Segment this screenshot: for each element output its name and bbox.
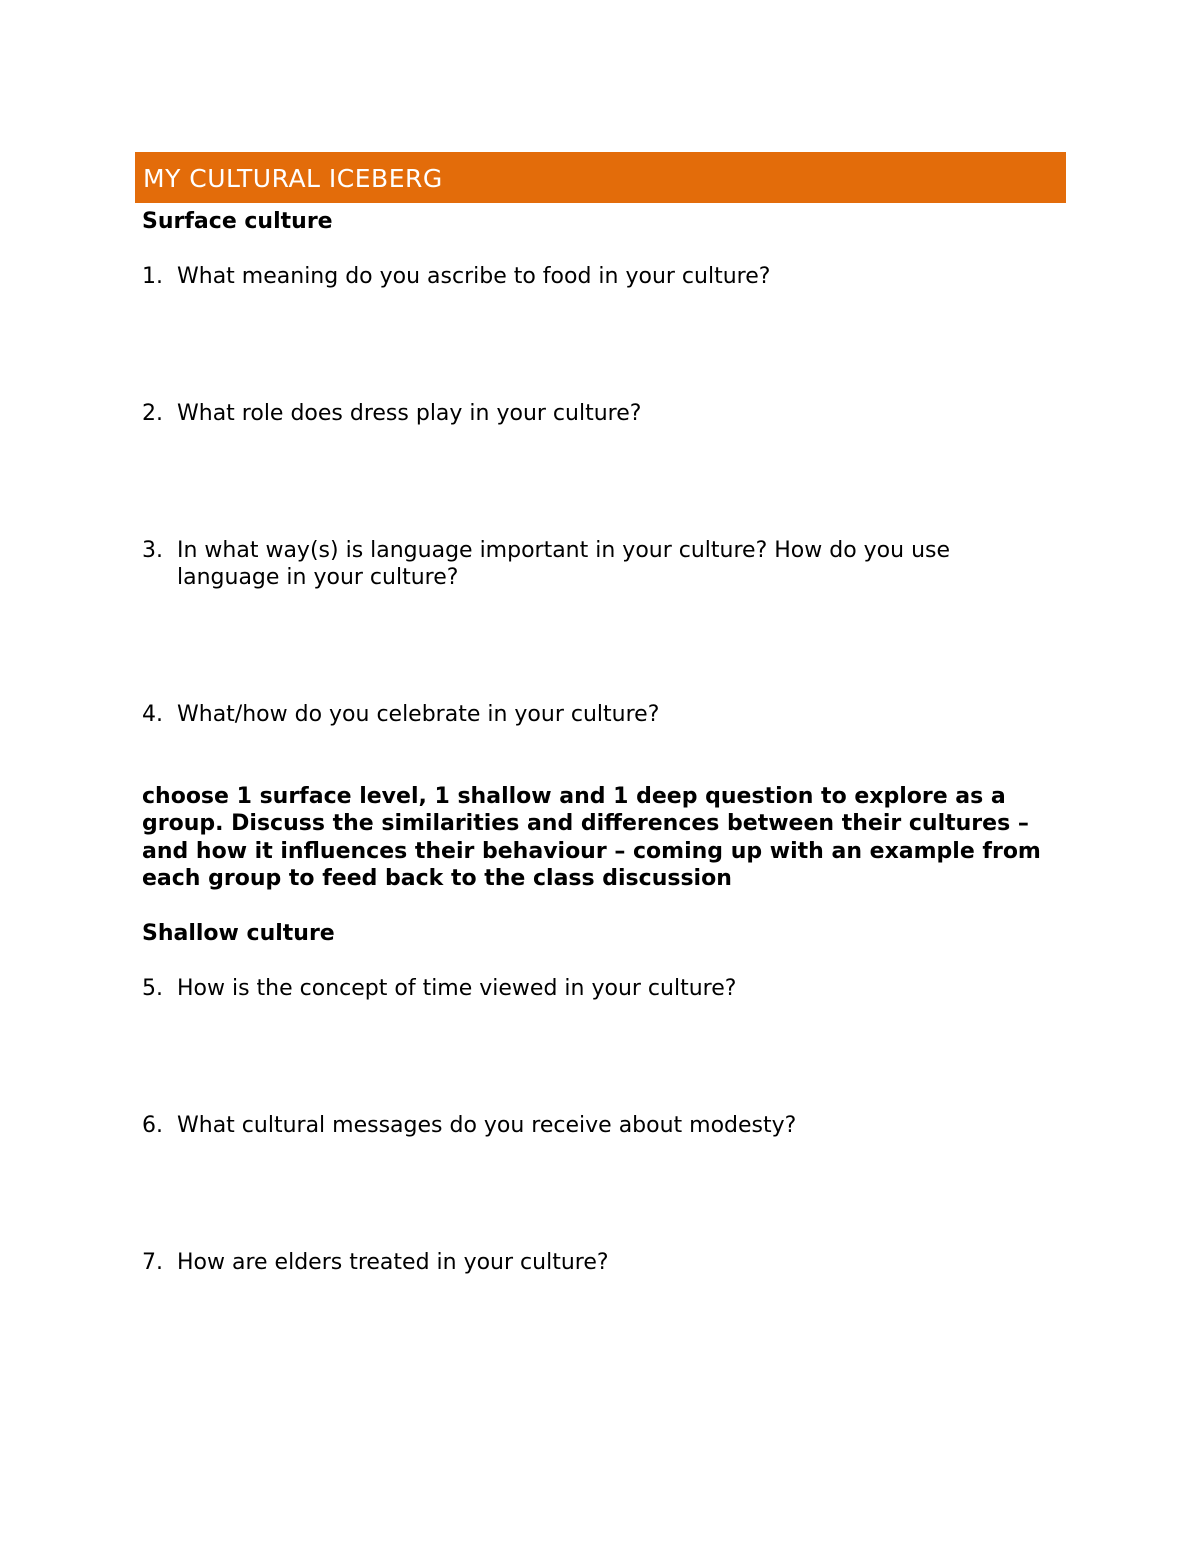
question-text: How is the concept of time viewed in your culture? [177,976,737,1001]
question-number: 6. [142,1113,163,1138]
question-text: What/how do you celebrate in your culture? [177,702,660,727]
question-number: 4. [142,702,163,727]
group-instructions: choose 1 surface level, 1 shallow and 1 deep question to explore as a group. Discuss the similarities and differences between their cultures – and how it influences their behaviour – coming up with an example from each group to feed back to the class discussion [142,784,1041,891]
question-number: 5. [142,976,163,1001]
surface-culture-heading: Surface culture [142,209,333,234]
question-4 [142,701,1042,728]
question-number: 3. [142,538,163,563]
question-text: What cultural messages do you receive about modesty? [177,1113,797,1138]
question-3 [142,537,1022,591]
question-1 [142,263,1042,290]
question-6 [142,1112,1042,1139]
question-number: 1. [142,264,163,289]
question-5 [142,975,1042,1002]
question-number: 7. [142,1250,163,1275]
title-bar [135,152,1066,203]
question-text: What role does dress play in your culture? [177,401,642,426]
question-7 [142,1249,1042,1276]
question-text: What meaning do you ascribe to food in your culture? [177,264,771,289]
question-number: 2. [142,401,163,426]
document-title: MY CULTURAL ICEBERG [143,164,443,193]
question-text: How are elders treated in your culture? [177,1250,609,1275]
question-2 [142,400,1042,427]
question-text: In what way(s) is language important in your culture? How do you use language in your culture? [177,538,951,590]
shallow-culture-heading: Shallow culture [142,921,335,946]
